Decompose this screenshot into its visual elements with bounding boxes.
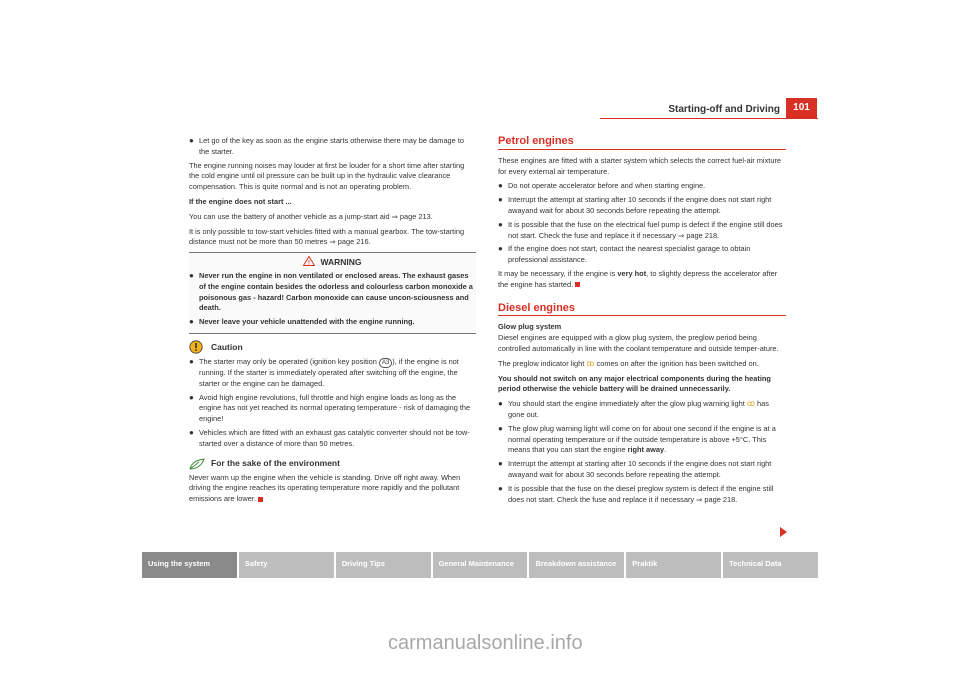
list-item: ● It is possible that the fuse on the diesel preglow system is defect if the engine still does not start. Check the fuse and replace it if necessary ⇒ page 218. [498,483,774,504]
tab-breakdown-assistance[interactable]: Breakdown assistance [529,552,626,578]
list-item: ● The starter may only be operated (ignition key position A3 ), if the engine is not running. If the starter is immediately operated after switching off the engine, the starter or the engine can be damaged. [189,356,459,388]
list-item: ● It is possible that the fuse on the electrical fuel pump is defect if the engine still does not start. Check the fuse and replace it if necessary ⇒ page 218. [498,219,783,240]
end-mark-icon [258,497,263,502]
paragraph: It may be necessary, if the engine is very hot, to slightly depress the accelerator after the engine has started. [498,268,778,289]
caution-heading: Caution [189,340,476,354]
page-header-title: Starting-off and Driving [668,104,780,115]
list-item: ● Interrupt the attempt at starting after 10 seconds if the engine does not start right awayand wait for about 30 seconds before repeating the attempt. [498,459,772,479]
tab-using-the-system[interactable]: Using the system [142,552,239,578]
subheading: Glow plug system [498,322,562,332]
glow-plug-lamp-icon: ꝏ [746,399,755,409]
paragraph: It is only possible to tow-start vehicles fitted with a manual gearbox. The tow-starting distance must not be more than 50 metres ⇒ page 216. [189,226,465,247]
bullet-icon: ● [498,195,503,205]
next-page-arrow-icon[interactable] [780,527,787,537]
tab-general-maintenance[interactable]: General Maintenance [433,552,530,578]
bullet-icon: ● [189,270,194,280]
section-title-diesel: Diesel engines [498,301,576,314]
tab-praktik[interactable]: Praktik [626,552,723,578]
paragraph: The preglow indicator light ꝏ comes on after the ignition has been switched on. [498,358,759,368]
paragraph: These engines are fitted with a starter system which selects the correct fuel-air mixture for every external air temperature. [498,155,782,176]
list-item: ● You should start the engine immediately after the glow plug warning light ꝏ has gone out. [498,399,769,419]
bullet-icon: ● [189,317,194,327]
section-rule [498,149,786,150]
bullet-icon: ● [498,483,503,493]
caution-exclamation-icon [189,340,203,354]
svg-text:!: ! [308,260,311,267]
end-mark-icon [575,282,580,287]
bullet-icon: ● [498,423,503,433]
tab-driving-tips[interactable]: Driving Tips [336,552,433,578]
glow-plug-lamp-icon: ꝏ [586,358,595,368]
warning-heading: ! WARNING [189,256,476,268]
paragraph: Never warm up the engine when the vehicle is standing. Drive off right away. When driving the engine reaches its operating temperature more rapidly and the pollutant emissions are lower. [189,472,461,504]
bullet-icon: ● [189,356,194,366]
paragraph: You can use the battery of another vehicle as a jump-start aid ⇒ page 213. [189,211,433,221]
list-item: ● Let go of the key as soon as the engine starts otherwise there may be damage to the starter. [189,136,464,156]
bold-note: You should not switch on any major electrical components during the heating period otherwise the vehicle battery will be drained unnecessarily. [498,373,771,394]
bullet-icon: ● [498,219,503,229]
footer-nav [142,552,818,578]
bullet-icon: ● [498,244,503,254]
bullet-icon: ● [189,136,194,145]
subheading: If the engine does not start ... [189,196,292,206]
list-item: ● If the engine does not start, contact the nearest specialist garage to obtain professional assistance. [498,244,751,265]
warning-box [189,252,476,334]
reference-badge: A3 [379,358,392,368]
bullet-icon: ● [189,392,194,402]
section-title-petrol: Petrol engines [498,135,574,147]
bullet-icon: ● [498,399,503,409]
list-item: ● Interrupt the attempt at starting after 10 seconds if the engine does not start right awayand wait for about 30 seconds before repeating the attempt. [498,195,772,215]
warning-triangle-icon [303,256,315,266]
list-item: ● The glow plug warning light will come on for about one second if the engine is at a normal operating temperature or if the outside temperature is above +5°C. This means that you can start the engine right away. [498,423,776,455]
watermark: carmanualsonline.info [388,632,583,654]
tab-safety[interactable]: Safety [239,552,336,578]
list-item: ● Vehicles which are fitted with an exhaust gas catalytic converter should not be tow-started over a distance of more than 50 metres. [189,427,470,448]
list-item: ● Do not operate accelerator before and when starting engine. [498,181,706,191]
bullet-icon: ● [498,181,503,191]
section-rule [498,315,786,316]
list-item: ● Never leave your vehicle unattended with the engine running. [189,317,415,327]
list-item: ● Avoid high engine revolutions, full throttle and high engine loads as long as the engine has not yet reached its normal operating temperature - risk of damaging the engine! [189,392,471,424]
environment-leaf-icon [189,458,205,470]
right-column [498,136,786,508]
bullet-icon: ● [189,427,194,437]
list-item: ● Never run the engine in non ventilated or enclosed areas. The exhaust gases of the engine contain besides the odorless and colourless carbon monoxide a poisonous gas - hazard! Carbon monoxide can cause uncon-sciousness and death. [189,270,473,313]
left-column [189,136,476,509]
bullet-icon: ● [498,459,503,469]
header-rule [600,118,818,119]
paragraph: The engine running noises may louder at first be louder for a short time after starting the cold engine until oil pressure can be built up in the hydraulic valve clearance compensation. This is quite normal and is not an operating problem. [189,160,465,192]
tab-technical-data[interactable]: Technical Data [723,552,818,578]
environment-heading: For the sake of the environment [189,458,476,470]
page-number: 101 [786,98,817,118]
paragraph: Diesel engines are equipped with a glow plug system, the preglow period being controlled automatically in line with the coolant temperature and outside temper-ature. [498,333,779,353]
